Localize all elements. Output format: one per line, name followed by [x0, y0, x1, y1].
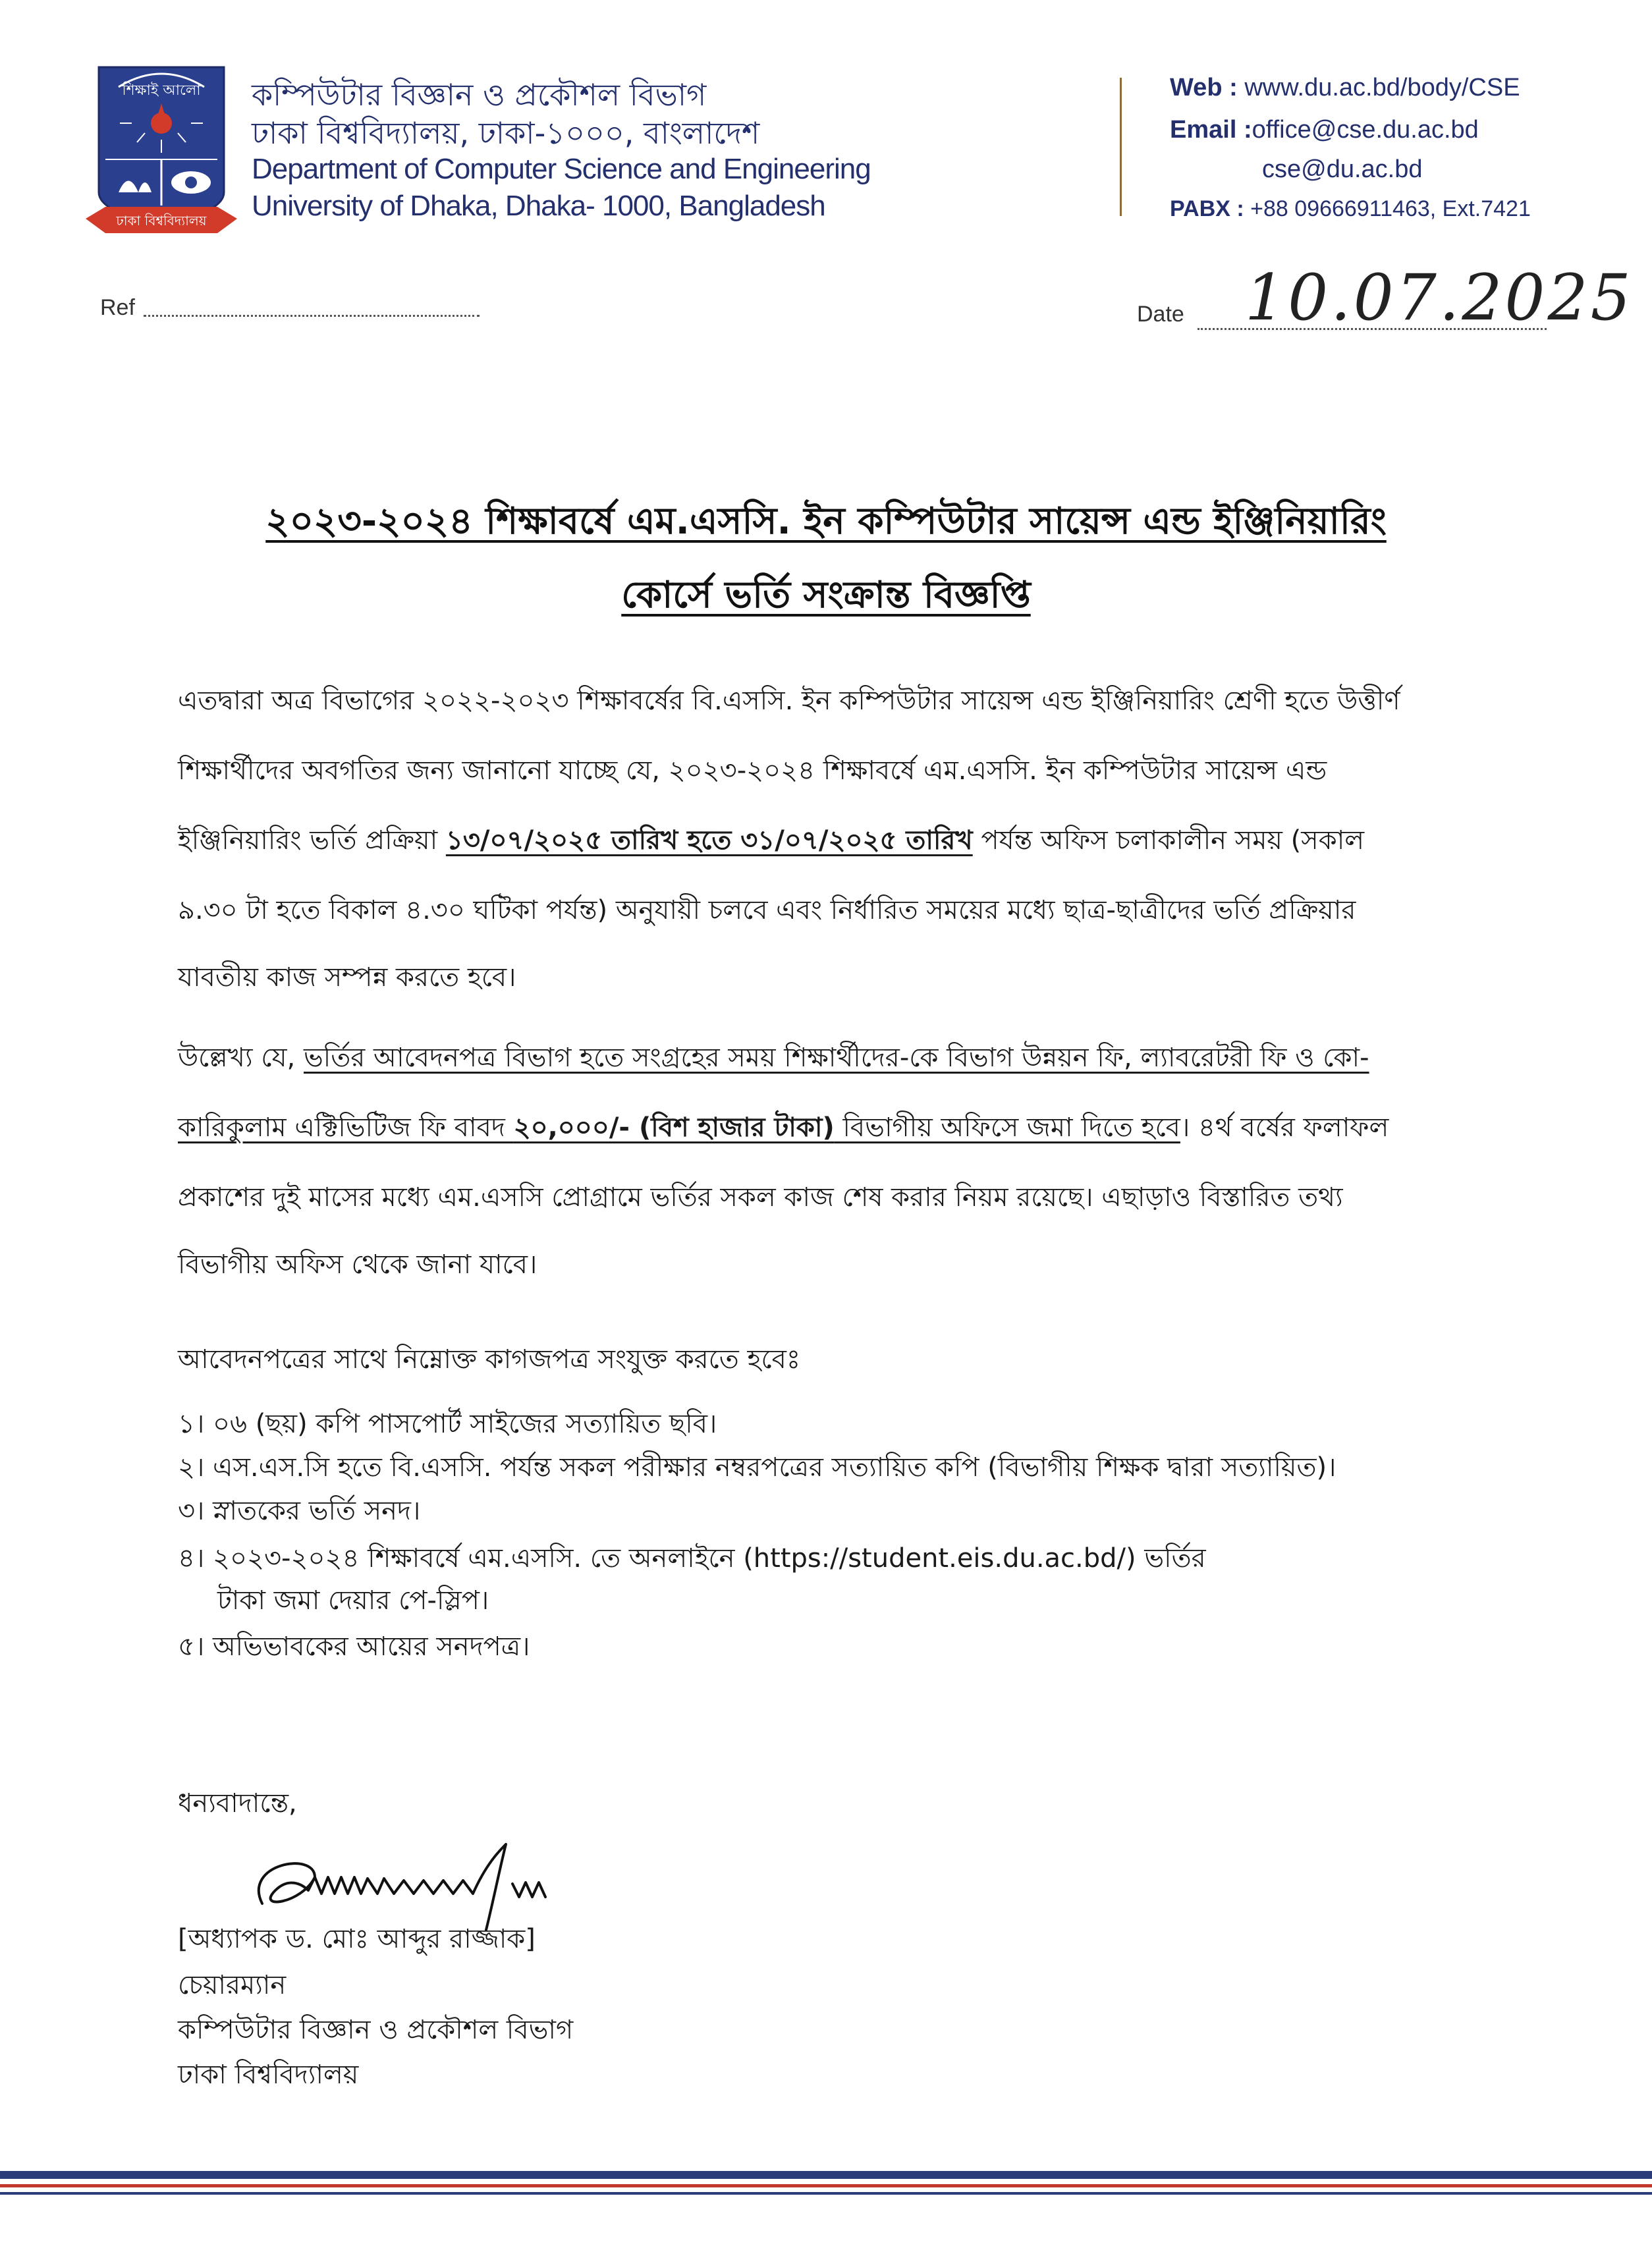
para1-text: ইঞ্জিনিয়ারিং ভর্তি প্রক্রিয়া: [178, 825, 446, 856]
notice-title-line-1: [0, 493, 1652, 555]
fee-notice-underlined: বিভাগীয় অফিসে জমা দিতে হবে: [834, 1112, 1180, 1143]
footer-stripe-red: [0, 2184, 1652, 2187]
footer-stripe-blue: [0, 2171, 1652, 2179]
para2-text: । ৪র্থ বর্ষের ফলাফল: [1180, 1112, 1389, 1143]
org-name-english: Department of Computer Science and Engineering: [252, 153, 871, 185]
admission-date-range: ১৩/০৭/২০২৫ তারিখ হতে ৩১/০৭/২০২৫ তারিখ: [445, 825, 973, 856]
doc-item: ২। এস.এস.সি হতে বি.এসসি. পর্যন্ত সকল পরীক্ষার নম্বরপত্রের সত্যায়িত কপি (বিভাগীয় শিক্ষক দ্বারা সত্যায়িত)।: [178, 1452, 1336, 1483]
doc-item: ৪। ২০২৩-২০২৪ শিক্ষাবর্ষে এম.এসসি. তে অনলাইনে (https://student.eis.du.ac.bd/) ভর্তির: [178, 1543, 1206, 1574]
pabx-number: +88 09666911463, Ext.7421: [1250, 196, 1531, 221]
notice-title-1-text: ২০২৩-২০২৪ শিক্ষাবর্ষে এম.এসসি. ইন কম্পিউটার সায়েন্স এন্ড ইঞ্জিনিয়ারিং: [265, 500, 1387, 543]
contact-web: [1170, 74, 1520, 102]
contact-email: [1170, 116, 1479, 144]
email-label: Email :: [1170, 116, 1252, 144]
ref-label: Ref: [100, 295, 135, 320]
pabx-label: PABX :: [1170, 196, 1244, 221]
email-link-office[interactable]: office@cse.du.ac.bd: [1252, 116, 1479, 144]
org-address-bengali: ঢাকা বিশ্ববিদ্যালয়, ঢাকা-১০০০, বাংলাদেশ: [252, 115, 760, 151]
doc-item: ৩। স্নাতকের ভর্তি সনদ।: [178, 1496, 421, 1526]
para1-line: [178, 819, 1364, 864]
para2-line: [178, 1107, 1389, 1151]
date-handwritten: 10.07.2025: [1245, 261, 1634, 335]
signatory-designation: চেয়ারম্যান: [178, 1970, 287, 2000]
doc-item: ১। ০৬ (ছয়) কপি পাসপোর্ট সাইজের সত্যায়িত ছবি।: [178, 1409, 717, 1439]
doc-item: ৫। অভিভাবকের আয়ের সনদপত্র।: [178, 1632, 530, 1662]
para2-line: [178, 1037, 1369, 1081]
para1-line: এতদ্বারা অত্র বিভাগের ২০২২-২০২৩ শিক্ষাবর্ষের বি.এসসি. ইন কম্পিউটার সায়েন্স এন্ড ইঞ্জিনিয়ারিং শ্রেণী হতে উত্তীর্ণ: [178, 686, 1400, 716]
logo-ribbon-text: ঢাকা বিশ্ববিদ্যালয়: [116, 213, 207, 229]
logo-motto: শিক্ষাই আলো: [122, 82, 201, 99]
para2-line: বিভাগীয় অফিস থেকে জানা যাবে।: [178, 1249, 537, 1280]
web-label: Web :: [1170, 74, 1238, 101]
fee-notice-underlined: কারিকুলাম এক্টিভিটিজ ফি বাবদ: [178, 1112, 514, 1143]
web-link[interactable]: www.du.ac.bd/body/CSE: [1244, 74, 1520, 101]
para2-text: উল্লেখ্য যে,: [178, 1043, 304, 1073]
contact-pabx: [1170, 196, 1531, 222]
signatory-department: কম্পিউটার বিজ্ঞান ও প্রকৌশল বিভাগ: [178, 2015, 574, 2045]
fee-amount: ২০,০০০/- (বিশ হাজার টাকা): [513, 1112, 835, 1143]
org-address-english: University of Dhaka, Dhaka- 1000, Bangladesh: [252, 190, 825, 222]
date-label: Date: [1137, 302, 1184, 327]
ref-dotted-line: [144, 315, 480, 317]
footer-stripe-blue-thin: [0, 2192, 1652, 2195]
org-name-bengali: কম্পিউটার বিজ্ঞান ও প্রকৌশল বিভাগ: [252, 77, 707, 113]
university-logo-icon: [79, 61, 244, 252]
notice-title-line-2: [0, 566, 1652, 628]
doc-item-continuation: টাকা জমা দেয়ার পে-স্লিপ।: [217, 1585, 489, 1616]
email-link-cse[interactable]: cse@du.ac.bd: [1262, 155, 1423, 183]
docs-intro: আবেদনপত্রের সাথে নিম্নোক্ত কাগজপত্র সংযুক্ত করতে হবেঃ: [178, 1344, 801, 1375]
para1-line: শিক্ষার্থীদের অবগতির জন্য জানানো যাচ্ছে যে, ২০২৩-২০২৪ শিক্ষাবর্ষে এম.এসসি. ইন কম্পিউটার সায়েন্স এন্ড: [178, 755, 1327, 786]
para1-line: ৯.৩০ টা হতে বিকাল ৪.৩০ ঘটিকা পর্যন্ত) অনুযায়ী চলবে এবং নির্ধারিত সময়ের মধ্যে ছাত্র-ছাত্রীদের ভর্তি প্রক্রিয়ার: [178, 895, 1356, 925]
signatory-name: [অধ্যাপক ড. মোঃ আব্দুর রাজ্জাক]: [178, 1924, 536, 1954]
closing-thanks: ধন্যবাদান্তে,: [178, 1788, 297, 1819]
para2-line: প্রকাশের দুই মাসের মধ্যে এম.এসসি প্রোগ্রামে ভর্তির সকল কাজ শেষ করার নিয়ম রয়েছে। এছাড়াও বিস্তারিত তথ্য: [178, 1182, 1343, 1213]
signatory-university: ঢাকা বিশ্ববিদ্যালয়: [178, 2060, 359, 2090]
para1-line: যাবতীয় কাজ সম্পন্ন করতে হবে।: [178, 962, 516, 993]
fee-notice-underlined: ভর্তির আবেদনপত্র বিভাগ হতে সংগ্রহের সময় শিক্ষার্থীদের-কে বিভাগ উন্নয়ন ফি, ল্যাবরেটরী ফি ও কো-: [303, 1043, 1369, 1073]
para1-text: পর্যন্ত অফিস চলাকালীন সময় (সকাল: [972, 825, 1365, 856]
header-divider: [1120, 78, 1122, 216]
notice-title-2-text: কোর্সে ভর্তি সংক্রান্ত বিজ্ঞপ্তি: [621, 574, 1031, 617]
